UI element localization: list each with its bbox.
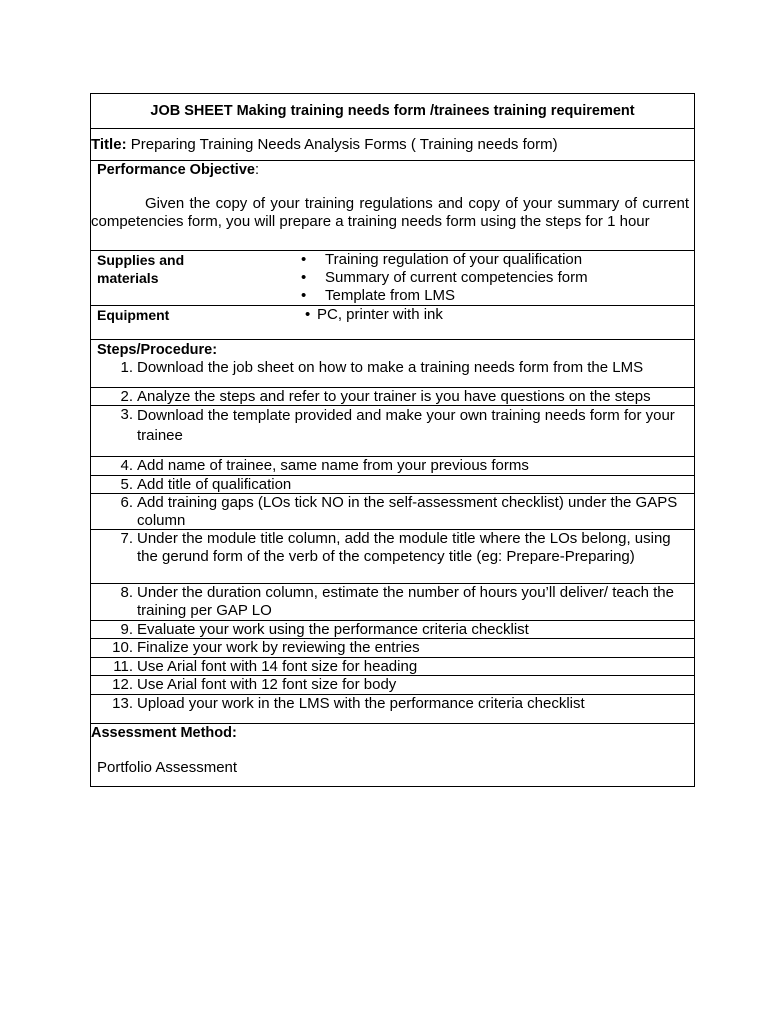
equipment-list xyxy=(305,306,443,324)
step-item: 4. Add name of trainee, same name from your previous forms xyxy=(91,457,694,476)
job-sheet-heading: JOB SHEET Making training needs form /trainees training requirement xyxy=(150,103,635,119)
title-value: Preparing Training Needs Analysis Forms ( Training needs form) xyxy=(126,136,558,153)
supplies-item: • Summary of current competencies form xyxy=(301,269,588,287)
step-item: 8. Under the duration column, estimate the number of hours you’ll deliver/ teach the training per GAP LO xyxy=(91,584,694,621)
performance-objective-text: Given the copy of your training regulations and copy of your summary of current competencies form, you will prepare a training needs form using the steps for 1 hour xyxy=(91,195,689,230)
step-item: 10. Finalize your work by reviewing the entries xyxy=(91,639,694,658)
step-item: 13. Upload your work in the LMS with the performance criteria checklist xyxy=(112,695,585,712)
equipment-row xyxy=(91,306,694,340)
job-sheet-table xyxy=(90,93,695,787)
title-label: Title: xyxy=(91,136,127,153)
job-sheet-header xyxy=(91,94,694,129)
step-item: 5. Add title of qualification xyxy=(91,476,694,494)
supplies-label: Supplies and materials xyxy=(97,252,185,286)
step-item: 1. Download the job sheet on how to make a training needs form from the LMS xyxy=(91,359,694,388)
step-item: 2. Analyze the steps and refer to your trainer is you have questions on the steps xyxy=(91,388,694,406)
supplies-row xyxy=(91,251,694,306)
step-item: 12. Use Arial font with 12 font size for body xyxy=(91,676,694,695)
equipment-label: Equipment xyxy=(97,307,170,323)
assessment-method-row xyxy=(91,724,694,786)
assessment-method-value: Portfolio Assessment xyxy=(97,759,238,776)
performance-objective-row xyxy=(91,161,694,251)
assessment-method-label: Assessment Method: xyxy=(91,725,237,741)
title-row xyxy=(91,129,694,161)
supplies-list xyxy=(301,251,588,305)
step-item: 11. Use Arial font with 14 font size for heading xyxy=(91,658,694,676)
steps-procedure-label: Steps/Procedure: xyxy=(97,342,218,358)
step-item: 7. Under the module title column, add the module title where the LOs belong, using the gerund form of the verb of the competency title (eg: Prepare-Preparing) xyxy=(91,530,694,584)
performance-objective-label: Performance Objective: xyxy=(97,162,259,178)
supplies-item: • Template from LMS xyxy=(301,287,588,305)
equipment-item: • PC, printer with ink xyxy=(305,306,443,324)
step-item: 3. Download the template provided and make your own training needs form for your trainee xyxy=(91,406,694,457)
step-item: 9. Evaluate your work using the performance criteria checklist xyxy=(91,621,694,639)
supplies-item: • Training regulation of your qualification xyxy=(301,251,588,269)
step-item: 6. Add training gaps (LOs tick NO in the self-assessment checklist) under the GAPS column xyxy=(91,494,694,530)
steps-procedure-block xyxy=(91,340,694,724)
